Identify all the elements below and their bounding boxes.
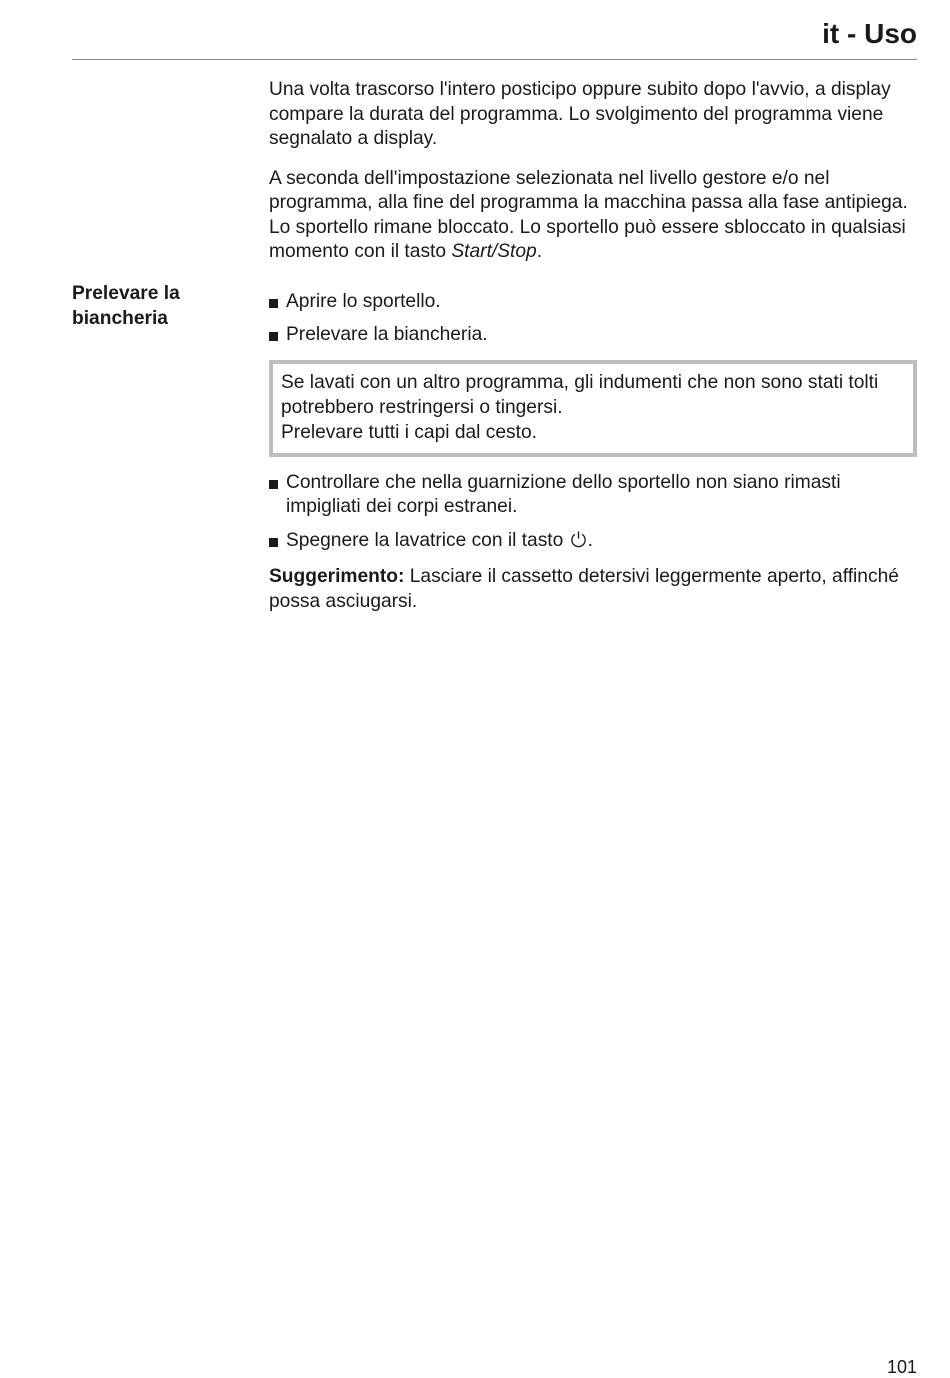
list-item bbox=[269, 529, 917, 554]
steps-list bbox=[269, 290, 917, 348]
tip-label: Suggerimento: bbox=[269, 566, 405, 587]
step-check-seal: Controllare che nella guarnizione dello sportello non siano rimasti impigliati dei corpi estranei. bbox=[286, 471, 841, 517]
bullet-square-icon bbox=[269, 538, 278, 547]
tip-paragraph bbox=[269, 565, 917, 614]
bullet-square-icon bbox=[269, 299, 278, 308]
bullet-square-icon bbox=[269, 480, 278, 489]
list-item bbox=[269, 323, 917, 348]
section-heading: Prelevare la biancheria bbox=[72, 283, 180, 329]
list-item bbox=[269, 290, 917, 315]
page-title: it - Uso bbox=[822, 18, 917, 49]
intro-paragraph-2 bbox=[269, 167, 917, 265]
power-icon bbox=[569, 530, 588, 549]
step-remove-laundry: Prelevare la biancheria. bbox=[286, 324, 488, 345]
paragraph-2-end: . bbox=[536, 241, 543, 262]
page-number: 101 bbox=[886, 1357, 917, 1377]
intro-paragraph-1: Una volta trascorso l'intero posticipo oppure subito dopo l'avvio, a display compare la durata del programma. Lo svolgimento del programma viene segnalato a display. bbox=[269, 79, 891, 149]
main-content bbox=[269, 78, 917, 629]
header-divider bbox=[72, 59, 917, 60]
paragraph-2-text: A seconda dell'impostazione selezionata nel livello gestore e/o nel programma, alla fine del programma la macchina passa alla fase antipiega. Lo sportello rimane bloccato. Lo sportello può essere sbloccato in qualsiasi momento con il tasto bbox=[269, 167, 908, 262]
step-open-door: Aprire lo sportello. bbox=[286, 290, 441, 312]
step-switch-off: Spegnere la lavatrice con il tasto bbox=[286, 529, 569, 551]
steps-list-2 bbox=[269, 471, 917, 554]
note-line-1: Se lavati con un altro programma, gli indumenti che non sono stati tolti potrebbero restringersi o tingersi. bbox=[281, 371, 879, 418]
note-line-2: Prelevare tutti i capi dal cesto. bbox=[281, 421, 537, 443]
tip-text: Lasciare il cassetto detersivi leggermente aperto, affinché possa asciugarsi. bbox=[269, 566, 899, 612]
step-switch-off-end: . bbox=[587, 529, 593, 551]
start-stop-key-label: Start/Stop bbox=[451, 241, 537, 262]
bullet-square-icon bbox=[269, 332, 278, 341]
warning-note-box bbox=[269, 360, 917, 457]
list-item bbox=[269, 471, 917, 520]
